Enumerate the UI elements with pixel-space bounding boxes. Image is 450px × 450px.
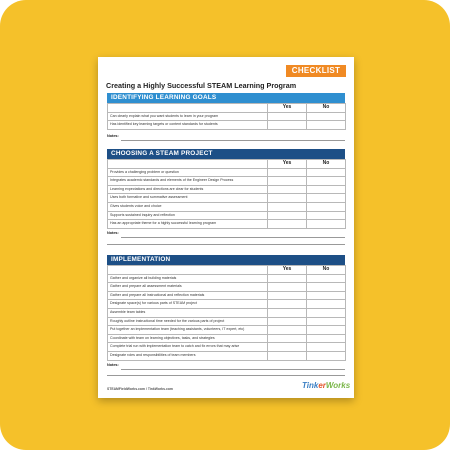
checklist-document (98, 57, 354, 398)
notes-label: Notes: (107, 134, 119, 138)
notes-line (107, 375, 345, 376)
no-checkbox-cell[interactable] (307, 300, 346, 309)
notes-label: Notes: (107, 231, 119, 235)
table-row (108, 274, 346, 283)
no-checkbox-cell[interactable] (307, 194, 346, 203)
section-header: IMPLEMENTATION (107, 255, 345, 265)
no-checkbox-cell[interactable] (307, 317, 346, 326)
no-column-header: No (307, 266, 346, 275)
section-header: CHOOSING A STEAM PROJECT (107, 149, 345, 159)
table-row (108, 194, 346, 203)
checklist-item: Supports sustained inquiry and reflection (108, 211, 268, 220)
checklist-item: Uses both formative and summative assessment (108, 194, 268, 203)
yes-checkbox-cell[interactable] (268, 202, 307, 211)
no-checkbox-cell[interactable] (307, 326, 346, 335)
checklist-table (107, 159, 346, 229)
table-row (108, 343, 346, 352)
checklist-item: Provides a challenging problem or question (108, 168, 268, 177)
table-row (108, 308, 346, 317)
table-row (108, 185, 346, 194)
yes-checkbox-cell[interactable] (268, 300, 307, 309)
checklist-item: Learning expectations and directions are clear for students (108, 185, 268, 194)
yes-checkbox-cell[interactable] (268, 274, 307, 283)
notes-field[interactable] (107, 134, 345, 142)
document-title: Creating a Highly Successful STEAM Learning Program (106, 81, 297, 90)
table-row (108, 168, 346, 177)
table-row (108, 326, 346, 335)
yes-column-header: Yes (268, 104, 307, 113)
checklist-item: Assemble team tables (108, 308, 268, 317)
yes-checkbox-cell[interactable] (268, 220, 307, 229)
table-row (108, 121, 346, 130)
checklist-item: Gather and prepare all assessment materials (108, 283, 268, 292)
notes-line (121, 237, 345, 238)
section-implementation (107, 255, 345, 361)
checklist-table (107, 103, 346, 130)
tinkerworks-logo: TinkerWorks (302, 381, 351, 390)
no-checkbox-cell[interactable] (307, 168, 346, 177)
no-checkbox-cell[interactable] (307, 202, 346, 211)
no-checkbox-cell[interactable] (307, 343, 346, 352)
table-row (108, 202, 346, 211)
checklist-table (107, 265, 346, 361)
yes-checkbox-cell[interactable] (268, 283, 307, 292)
no-checkbox-cell[interactable] (307, 177, 346, 186)
footer-url: STEAMFieldWorks.com / TinkWorks.com (107, 387, 173, 391)
no-checkbox-cell[interactable] (307, 291, 346, 300)
table-row (108, 112, 346, 121)
yes-checkbox-cell[interactable] (268, 291, 307, 300)
no-checkbox-cell[interactable] (307, 185, 346, 194)
yes-checkbox-cell[interactable] (268, 168, 307, 177)
yes-checkbox-cell[interactable] (268, 343, 307, 352)
checklist-badge: CHECKLIST (286, 65, 346, 77)
checklist-item: Gather and prepare all instructional and reflection materials (108, 291, 268, 300)
no-checkbox-cell[interactable] (307, 274, 346, 283)
table-row (108, 317, 346, 326)
no-checkbox-cell[interactable] (307, 308, 346, 317)
checklist-item: Integrates academic standards and elements of the Engineer Design Process (108, 177, 268, 186)
no-checkbox-cell[interactable] (307, 351, 346, 360)
yes-checkbox-cell[interactable] (268, 351, 307, 360)
checklist-item: Roughly outline instructional time needed for the various parts of project (108, 317, 268, 326)
yes-checkbox-cell[interactable] (268, 308, 307, 317)
checklist-item: Has an appropriate theme for a highly successful learning program (108, 220, 268, 229)
checklist-item: Put together an implementation team (teaching assistants, volunteers, IT expert, etc) (108, 326, 268, 335)
no-checkbox-cell[interactable] (307, 211, 346, 220)
item-column-header (108, 266, 268, 275)
table-row (108, 283, 346, 292)
yes-checkbox-cell[interactable] (268, 194, 307, 203)
yes-column-header: Yes (268, 160, 307, 169)
no-checkbox-cell[interactable] (307, 112, 346, 121)
no-column-header: No (307, 104, 346, 113)
no-checkbox-cell[interactable] (307, 220, 346, 229)
checklist-item: Has identified key learning targets or content standards for students (108, 121, 268, 130)
no-column-header: No (307, 160, 346, 169)
item-column-header (108, 104, 268, 113)
table-row (108, 300, 346, 309)
checklist-item: Can clearly explain what you want students to learn in your program (108, 112, 268, 121)
table-row (108, 334, 346, 343)
section-choosing-project (107, 149, 345, 229)
notes-field[interactable] (107, 363, 345, 371)
no-checkbox-cell[interactable] (307, 283, 346, 292)
notes-field[interactable] (107, 231, 345, 239)
yes-checkbox-cell[interactable] (268, 112, 307, 121)
checklist-item: Coordinate with team on learning objectives, tasks, and strategies (108, 334, 268, 343)
yes-checkbox-cell[interactable] (268, 326, 307, 335)
yes-checkbox-cell[interactable] (268, 121, 307, 130)
checklist-item: Designate roles and responsibilities of team members (108, 351, 268, 360)
notes-line (121, 369, 345, 370)
section-header: IDENTIFYING LEARNING GOALS (107, 93, 345, 103)
yes-checkbox-cell[interactable] (268, 317, 307, 326)
table-row (108, 211, 346, 220)
table-row (108, 291, 346, 300)
no-checkbox-cell[interactable] (307, 121, 346, 130)
table-row (108, 351, 346, 360)
table-row (108, 177, 346, 186)
item-column-header (108, 160, 268, 169)
section-learning-goals (107, 93, 345, 130)
yes-checkbox-cell[interactable] (268, 185, 307, 194)
checklist-item: Complete trial run with implementation team to catch and fix errors that may arise (108, 343, 268, 352)
checklist-item: Designate space(s) for various parts of STEAM project (108, 300, 268, 309)
notes-line (107, 244, 345, 245)
checklist-item: Gives students voice and choice (108, 202, 268, 211)
yes-checkbox-cell[interactable] (268, 211, 307, 220)
checklist-item: Gather and organize all building materials (108, 274, 268, 283)
notes-label: Notes: (107, 363, 119, 367)
notes-line (121, 140, 345, 141)
no-checkbox-cell[interactable] (307, 334, 346, 343)
yes-checkbox-cell[interactable] (268, 334, 307, 343)
yes-column-header: Yes (268, 266, 307, 275)
table-row (108, 220, 346, 229)
yes-checkbox-cell[interactable] (268, 177, 307, 186)
